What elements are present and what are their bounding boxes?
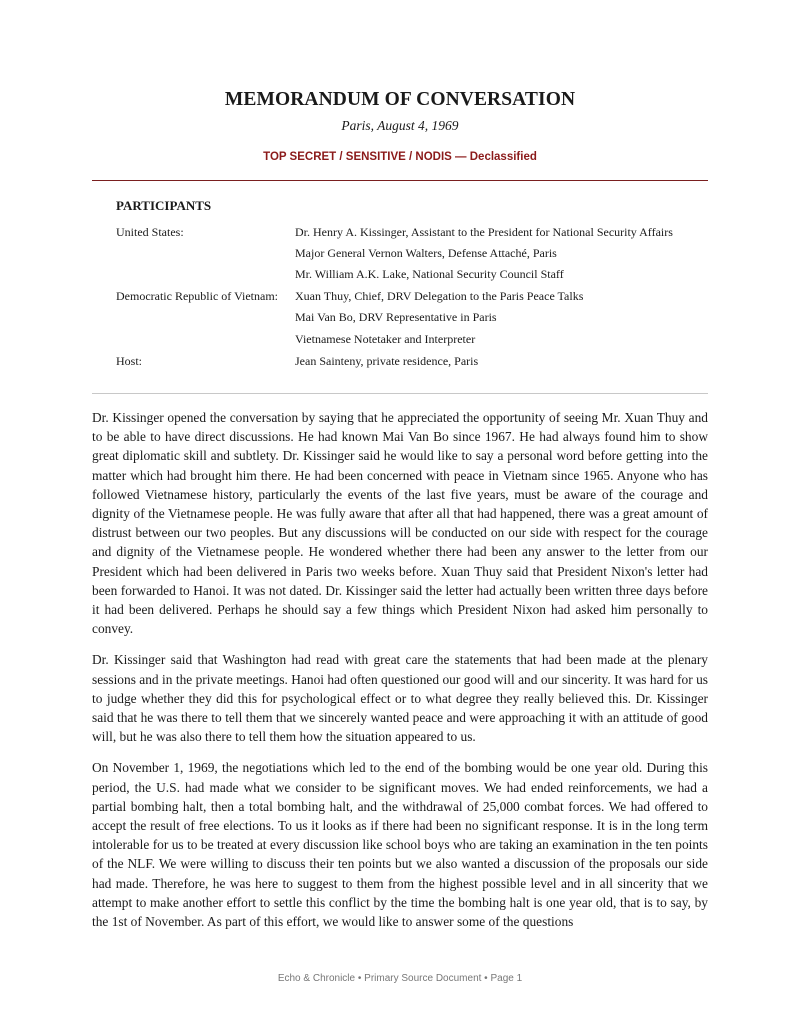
participant-entry: Mr. William A.K. Lake, National Security Council Staff xyxy=(295,267,564,281)
participant-entry: Major General Vernon Walters, Defense Attaché, Paris xyxy=(295,246,557,260)
body-paragraph: Dr. Kissinger said that Washington had read with great care the statements that had been made at the plenary sessions and in the private meetings. Hanoi had often questioned our good will and our sincerity. It was hard for us to judge whether they did this for psychological effect or to what degree they really believed this. Dr. Kissinger said that he was there to tell them that we sincerely wanted peace and were approaching it with an attitude of good will, but he was also there to tell them how the situation appeared to us. xyxy=(92,652,708,745)
document-title: MEMORANDUM OF CONVERSATION xyxy=(224,89,576,110)
body-paragraph: On November 1, 1969, the negotiations which led to the end of the bombing would be one year old. During this period, the U.S. had made what we consider to be significant moves. We had ended reinforcements, we had a partial bombing halt, then a total bombing halt, and the withdrawal of 25,000 combat forces. We had offered to accept the result of free elections. To us it looks as if there had been no significant response. It is in the long term intolerable for us to be treated at every discussion like school boys who are taking an examination in the ten points of the NLF. We were willing to discuss their ten points but we also wanted a discussion of the proposals our side had made. Therefore, he was here to suggest to them from the highest possible level and in all sincerity that we attempt to make another effort to settle this conflict by the time the bombing halt is one year old, that is to say, by the 1st of November. As part of this effort, we would like to answer some of the questions xyxy=(92,760,708,930)
memo-body xyxy=(92,408,708,943)
participant-group-label: Host: xyxy=(116,354,143,368)
participant-entry: Jean Sainteny, private residence, Paris xyxy=(295,354,479,368)
participant-group-label: Democratic Republic of Vietnam: xyxy=(116,289,279,303)
dateline: Paris, August 4, 1969 xyxy=(341,118,459,133)
classification-marking: TOP SECRET / SENSITIVE / NODIS — Declassified xyxy=(263,151,537,163)
body-paragraph: Dr. Kissinger opened the conversation by saying that he appreciated the opportunity of seeing Mr. Xuan Thuy and to be able to have direct discussions. He had known Mai Van Bo since 1967. He had always found him to show great diplomatic skill and subtlety. Dr. Kissinger said he would like to say a personal word before getting into the matter which had brought him there. He had been concerned with peace in Vietnam since 1965. Anyone who has followed Vietnamese history, particularly the events of the last five years, must be aware of the courage and dignity of the Vietnamese people. He was fully aware that after all that had happened, there was a great amount of distrust between our two peoples. But any discussions will be conducted on our side with respect for the courage and dignity of the Vietnamese people. He wondered whether there had been any answer to the letter from our President which had been delivered in Paris two weeks before. Xuan Thuy said that President Nixon's letter had been forwarded to Hanoi. It was not dated. Dr. Kissinger said the letter had actually been written three days before it had been delivered. Perhaps he should say a few things which President Nixon had asked him personally to convey. xyxy=(92,410,708,637)
participants-heading: PARTICIPANTS xyxy=(116,198,212,213)
header-divider xyxy=(92,180,708,181)
participant-entry: Dr. Henry A. Kissinger, Assistant to the President for National Security Affairs xyxy=(295,225,673,239)
page-footer: Echo & Chronicle • Primary Source Document • Page 1 xyxy=(277,973,523,984)
participant-entry: Xuan Thuy, Chief, DRV Delegation to the Paris Peace Talks xyxy=(295,289,584,303)
participant-group-label: United States: xyxy=(116,225,184,239)
participant-entry: Vietnamese Notetaker and Interpreter xyxy=(295,332,476,346)
participant-entry: Mai Van Bo, DRV Representative in Paris xyxy=(295,310,497,324)
participants-divider xyxy=(92,393,708,394)
